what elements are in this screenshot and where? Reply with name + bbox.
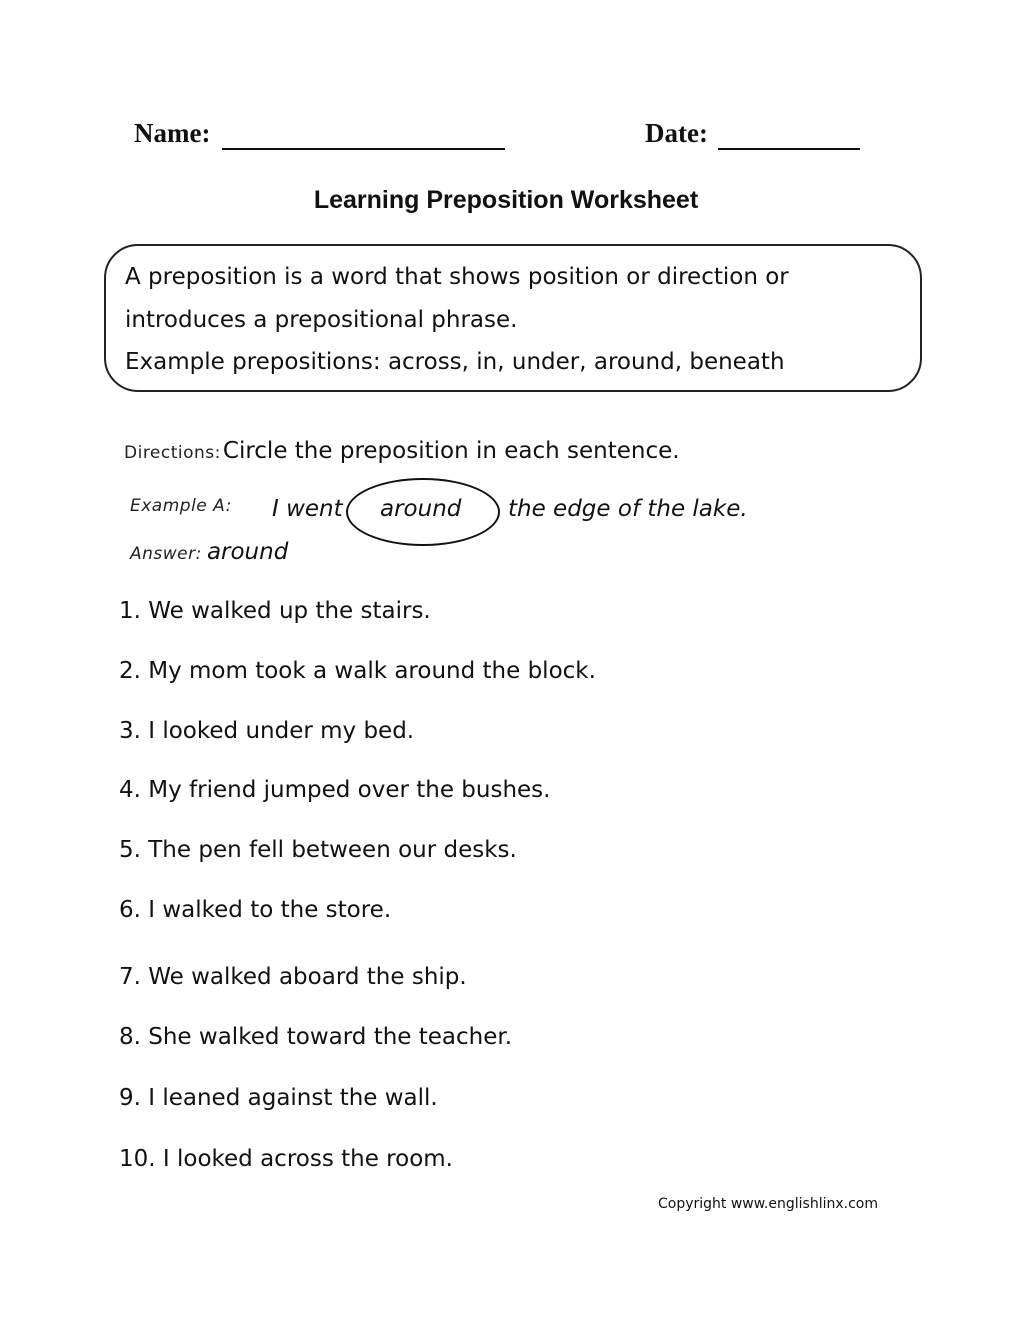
date-label: Date: [645,118,708,148]
example-circled-word: around [380,496,462,522]
definition-line-1: A preposition is a word that shows position or direction or [125,264,789,290]
answer-row [130,539,288,565]
question-10: 10. I looked across the room. [119,1146,453,1172]
definition-line-3: Example prepositions: across, in, under, around, beneath [125,349,785,375]
directions-row [124,438,680,464]
example-sentence-end: the edge of the lake. [508,496,748,522]
question-6: 6. I walked to the store. [119,897,392,923]
definition-box [104,244,922,392]
example-row [130,496,343,522]
example-label: Example A: [130,496,232,516]
date-blank-line [718,148,860,150]
question-1: 1. We walked up the stairs. [119,598,431,624]
header-row [0,118,1012,158]
definition-line-2: introduces a prepositional phrase. [125,307,518,333]
answer-label: Answer: [130,544,202,564]
question-5: 5. The pen fell between our desks. [119,837,517,863]
question-4: 4. My friend jumped over the bushes. [119,777,551,803]
worksheet-title: Learning Preposition Worksheet [313,186,699,214]
question-8: 8. She walked toward the teacher. [119,1024,513,1050]
question-3: 3. I looked under my bed. [119,718,415,744]
question-7: 7. We walked aboard the ship. [119,964,467,990]
answer-value: around [206,539,289,565]
example-sentence-start: I went [272,496,343,522]
copyright-notice: Copyright www.englishlinx.com [658,1196,878,1212]
question-9: 9. I leaned against the wall. [119,1085,438,1111]
directions-text: Circle the preposition in each sentence. [222,438,680,464]
name-label: Name: [134,118,211,148]
directions-label: Directions: [124,443,221,463]
question-2: 2. My mom took a walk around the block. [119,658,596,684]
name-blank-line [222,148,505,150]
